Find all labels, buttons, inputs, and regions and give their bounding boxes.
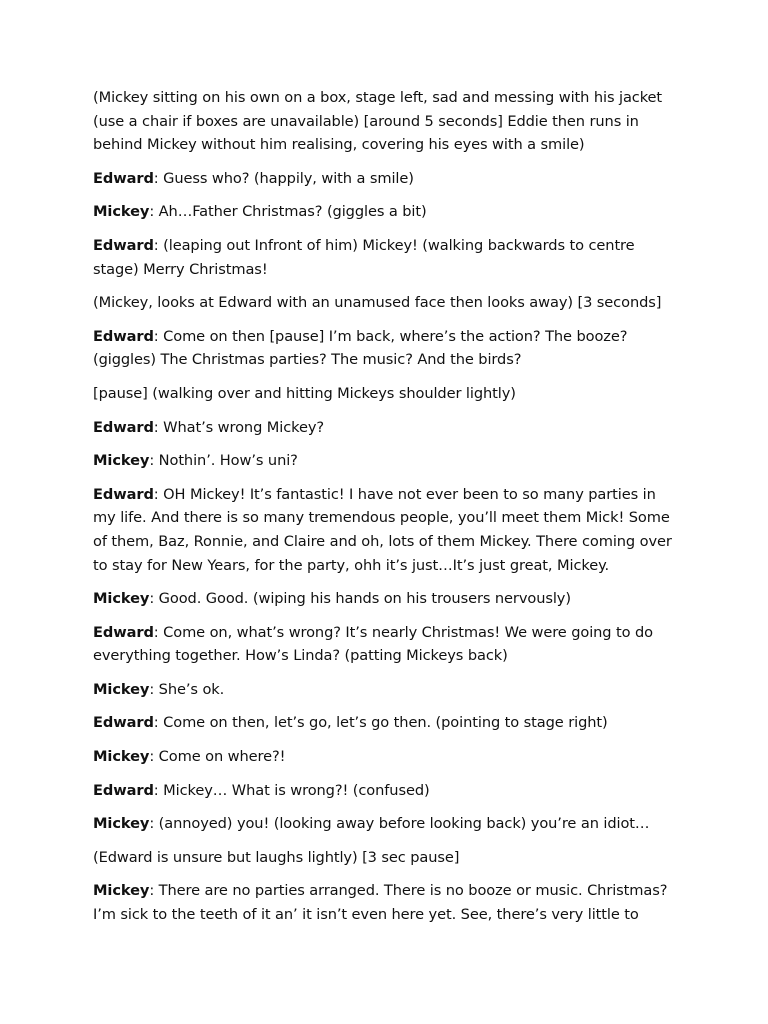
dialogue-line [93,621,676,668]
dialogue-line [93,879,676,926]
dialogue-line [93,483,676,577]
speaker-name: Edward [93,714,154,732]
dialogue-line [93,234,676,281]
line-text: : Guess who? (happily, with a smile) [153,169,414,187]
line-text: (Mickey, looks at Edward with an unamused face then looks away) [3 seconds] [93,294,662,312]
dialogue-line [93,325,676,372]
line-text: : She’s ok. [149,680,225,698]
stage-direction [93,382,676,406]
dialogue-line [93,711,676,735]
line-text: [pause] (walking over and hitting Mickeys shoulder lightly) [93,384,516,402]
line-text: : Good. Good. (wiping his hands on his trousers nervously) [149,590,571,608]
line-text: (Edward is unsure but laughs lightly) [3 sec pause] [93,848,460,866]
speaker-name: Edward [93,236,154,254]
line-text: : What’s wrong Mickey? [153,418,325,436]
stage-direction [93,846,676,870]
stage-direction [93,291,676,315]
line-text: : (leaping out Infront of him) Mickey! (walking backwards to centre stage) Merry Christmas! [93,236,635,278]
dialogue-line [93,587,676,611]
dialogue-line [93,779,676,803]
script-body [93,86,676,927]
dialogue-line [93,449,676,473]
speaker-name: Edward [93,327,154,345]
speaker-name: Mickey [93,815,150,833]
line-text: : Ah…Father Christmas? (giggles a bit) [149,203,427,221]
line-text: : Come on where?! [149,748,286,766]
dialogue-line [93,812,676,836]
line-text: (Mickey sitting on his own on a box, stage left, sad and messing with his jacket (use a chair if boxes are unavailable) [around 5 seconds] Eddie then runs in behind Mickey without him realising, covering his eyes with a smile) [93,89,663,154]
speaker-name: Edward [93,781,154,799]
speaker-name: Edward [93,485,154,503]
speaker-name: Mickey [93,590,150,608]
dialogue-line [93,200,676,224]
stage-direction [93,86,676,157]
line-text: : Come on then, let’s go, let’s go then. (pointing to stage right) [153,714,608,732]
speaker-name: Mickey [93,452,150,470]
speaker-name: Mickey [93,203,150,221]
speaker-name: Mickey [93,882,150,900]
speaker-name: Edward [93,623,154,641]
dialogue-line [93,167,676,191]
speaker-name: Mickey [93,748,150,766]
line-text: : Come on then [pause] I’m back, where’s the action? The booze? (giggles) The Christmas parties? The music? And the birds? [93,327,628,369]
dialogue-line [93,745,676,769]
dialogue-line [93,678,676,702]
line-text: : Mickey… What is wrong?! (confused) [153,781,430,799]
line-text: : (annoyed) you! (looking away before looking back) you’re an idiot… [149,815,650,833]
speaker-name: Edward [93,169,154,187]
speaker-name: Mickey [93,680,150,698]
line-text: : Come on, what’s wrong? It’s nearly Christmas! We were going to do everything together. How’s Linda? (patting Mickeys back) [93,623,653,665]
dialogue-line [93,416,676,440]
line-text: : There are no parties arranged. There is no booze or music. Christmas? I’m sick to the teeth of it an’ it isn’t even here yet. See, there’s very little to [93,882,668,924]
speaker-name: Edward [93,418,154,436]
line-text: : Nothin’. How’s uni? [149,452,298,470]
line-text: : OH Mickey! It’s fantastic! I have not ever been to so many parties in my life. And there is so many tremendous people, you’ll meet them Mick! Some of them, Baz, Ronnie, and Claire and oh, lots of them Mickey. There coming over to stay for New Years, for the party, ohh it’s just…It’s just great, Mickey. [93,485,672,574]
